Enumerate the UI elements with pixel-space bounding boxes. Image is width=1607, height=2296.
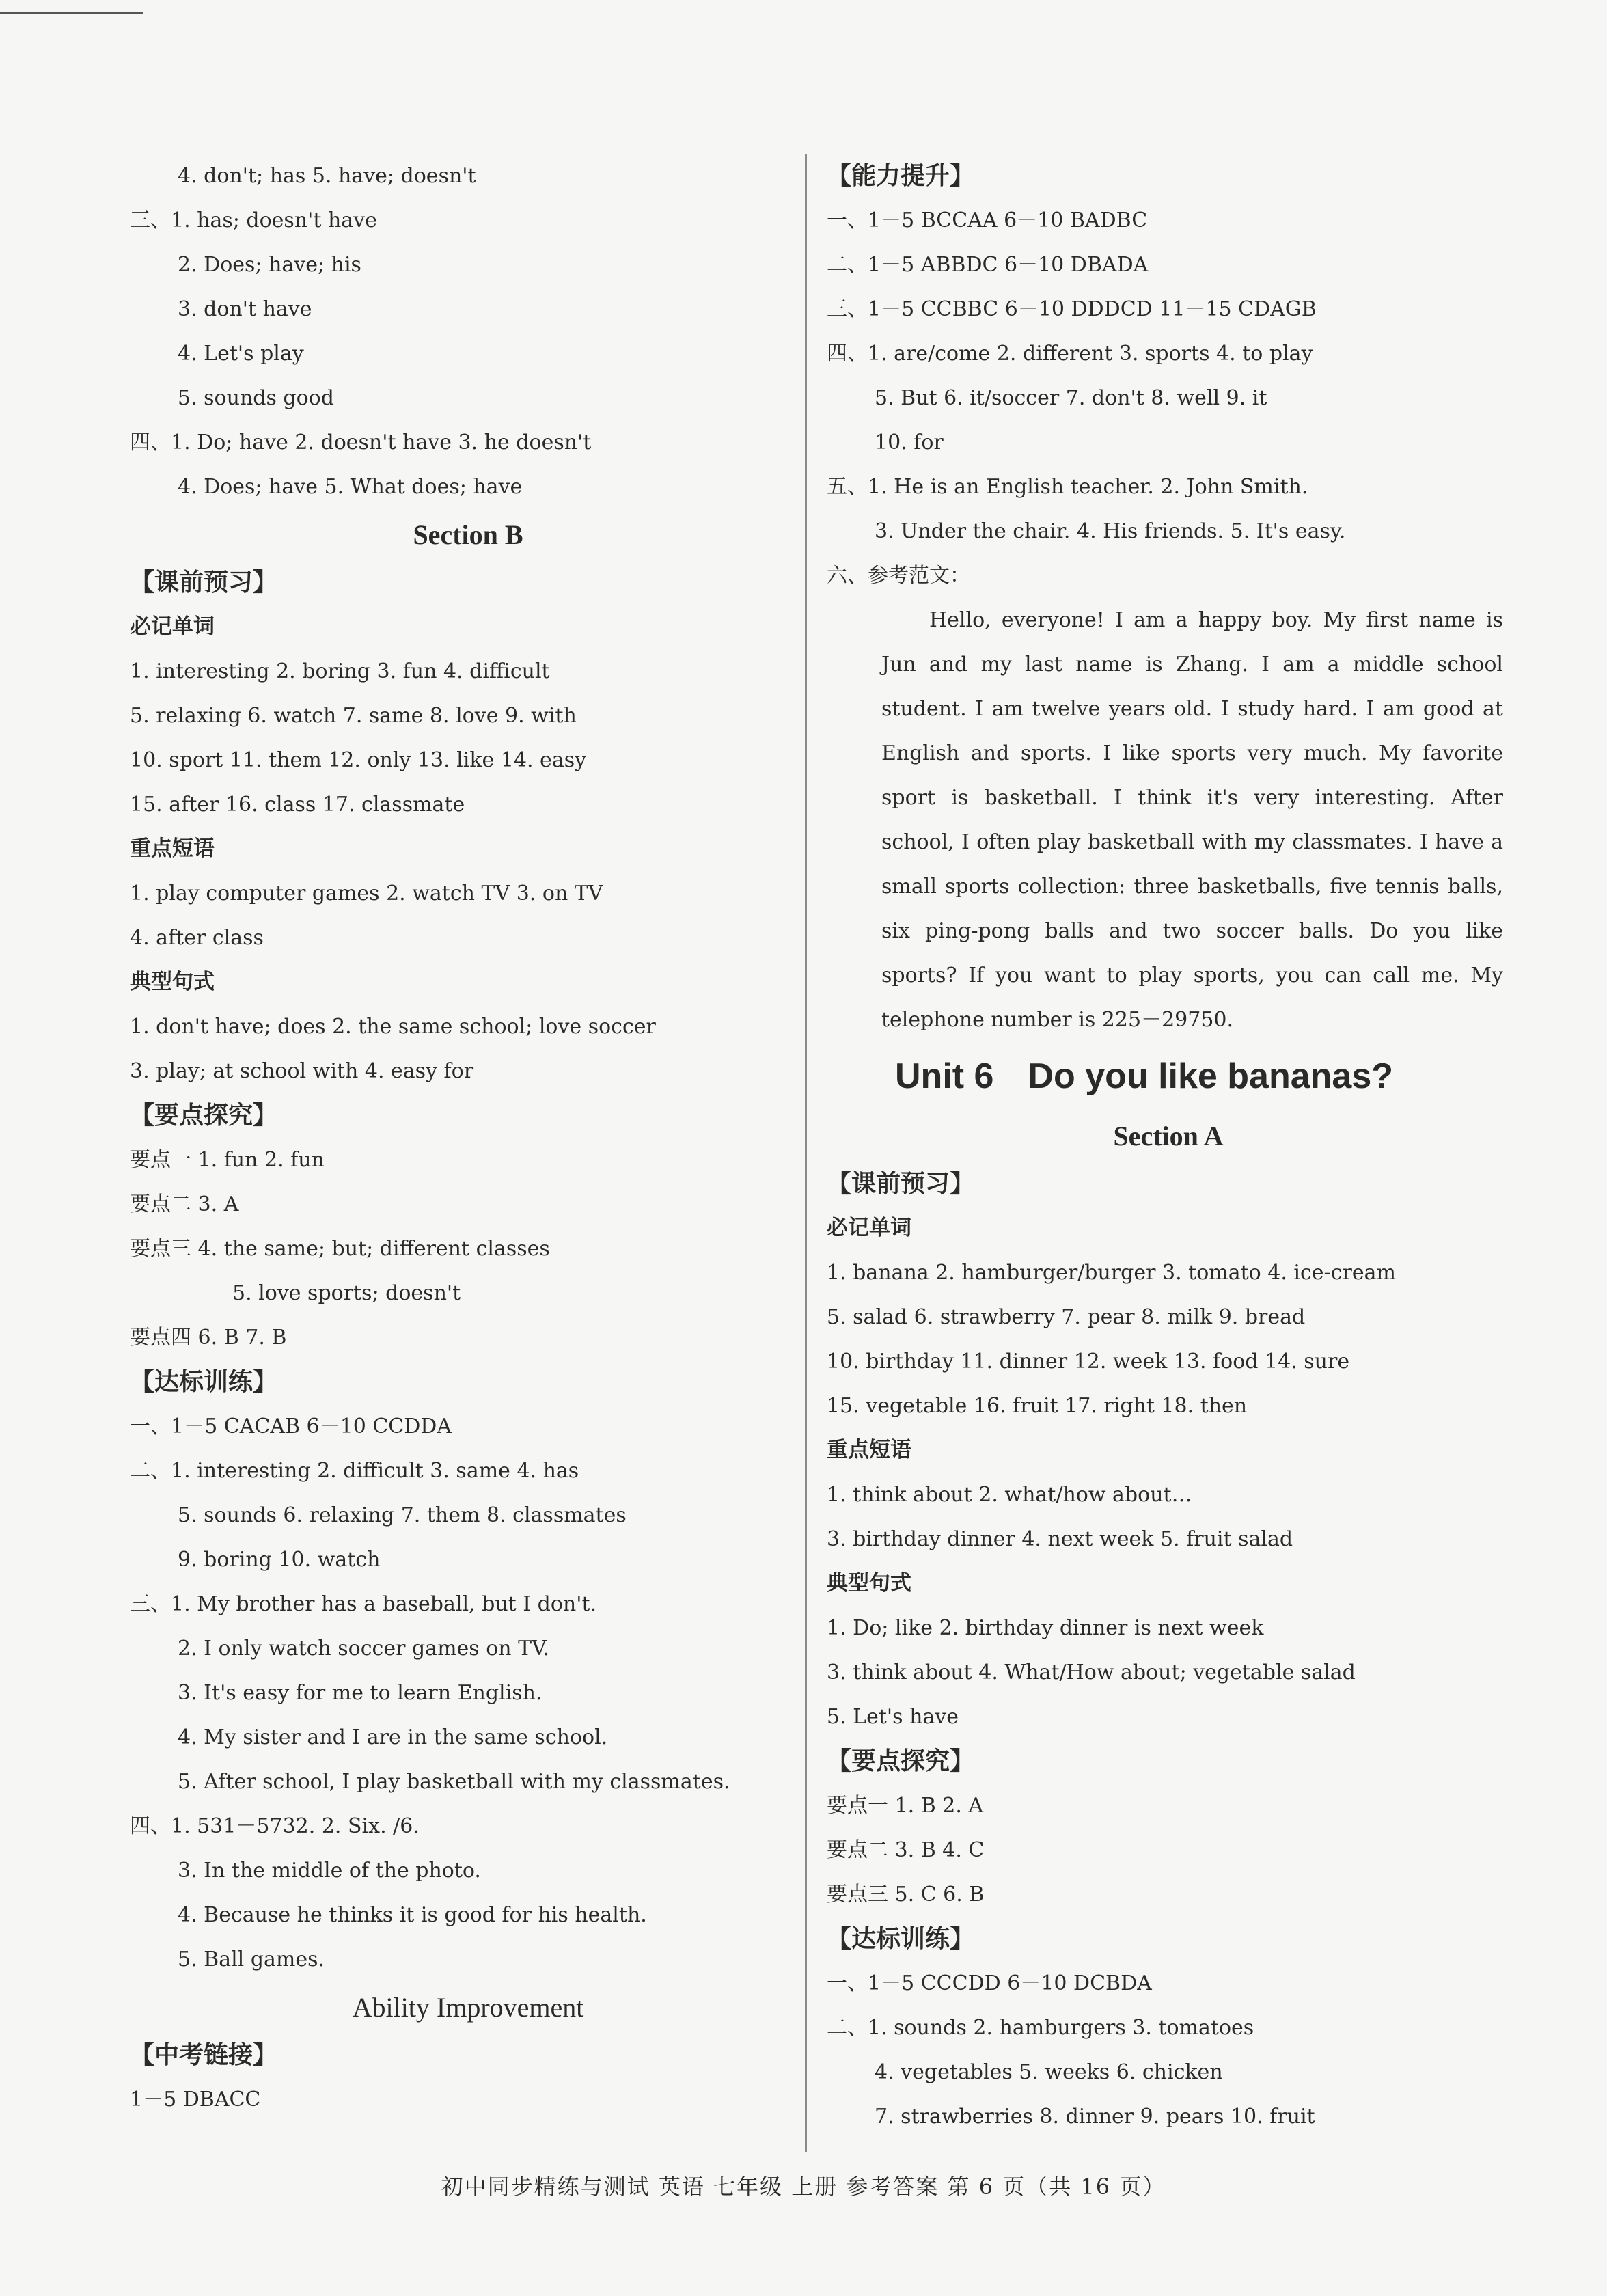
answer-line: 4. after class — [130, 926, 264, 950]
answer-line: 4. vegetables 5. weeks 6. chicken — [875, 2060, 1223, 2084]
answer-line: 1－5 DBACC — [130, 2088, 261, 2112]
answer-line: 3. In the middle of the photo. — [178, 1859, 481, 1883]
exam-link-heading: 【中考链接】 — [130, 2041, 278, 2069]
ability-up-heading: 【能力提升】 — [827, 162, 975, 190]
typical-sentences-heading: 典型句式 — [827, 1571, 911, 1596]
answer-line: 要点一 1. B 2. A — [827, 1794, 984, 1818]
answer-line: 5. sounds 6. relaxing 7. them 8. classmates — [178, 1503, 627, 1527]
answer-line: 4. don't; has 5. have; doesn't — [178, 164, 476, 188]
must-words-heading: 必记单词 — [827, 1216, 911, 1240]
answer-line: 7. strawberries 8. dinner 9. pears 10. fruit — [875, 2105, 1315, 2129]
answer-line: 三、1－5 CCBBC 6－10 DDDCD 11－15 CDAGB — [827, 297, 1317, 321]
answer-line: 三、1. has; doesn't have — [130, 208, 377, 232]
key-points-heading: 【要点探究】 — [130, 1102, 278, 1130]
answer-line: 1. Do; like 2. birthday dinner is next week — [827, 1616, 1264, 1640]
answer-line: 3. Under the chair. 4. His friends. 5. It's easy. — [875, 519, 1346, 543]
answer-line: 10. for — [875, 430, 944, 454]
answer-line: 一、1－5 CCCDD 6－10 DCBDA — [827, 1971, 1152, 1995]
answer-line: 要点一 1. fun 2. fun — [130, 1148, 325, 1172]
answer-line: 15. vegetable 16. fruit 17. right 18. then — [827, 1394, 1248, 1418]
answer-line: 四、1. 531－5732. 2. Six. /6. — [130, 1814, 420, 1838]
preview-heading: 【课前预习】 — [130, 569, 278, 597]
answer-line: 二、1－5 ABBDC 6－10 DBADA — [827, 253, 1149, 277]
answer-line: 3. birthday dinner 4. next week 5. fruit salad — [827, 1527, 1293, 1551]
essay-text: Hello, everyone! I am a happy boy. My first name is Jun and my last name is Zhang. I am a middle school student. I am twelve years old. I study hard. I am good at English and sports. I like sports very much. My favorite sport is basketball. I think it's very interesting. After school, I often play basketball with my classmates. I have a small sports collection: three basketballs, five tennis balls, six ping-pong balls and two soccer balls. Do you like sports? If you want to play sports, you can call me. My telephone number is 225－29750. — [881, 608, 1503, 1032]
answer-line: 1. think about 2. what/how about… — [827, 1483, 1192, 1507]
answer-line: 5. love sports; doesn't — [232, 1281, 461, 1305]
answer-line: 要点二 3. B 4. C — [827, 1838, 985, 1862]
answer-line: 1. banana 2. hamburger/burger 3. tomato 4. ice-cream — [827, 1261, 1396, 1285]
unit-title — [827, 1042, 1510, 1110]
answer-line: 3. play; at school with 4. easy for — [130, 1059, 474, 1083]
top-rule — [0, 12, 143, 14]
answer-line: 六、参考范文： — [827, 564, 970, 588]
answer-line: 5. relaxing 6. watch 7. same 8. love 9. with — [130, 704, 577, 728]
right-column — [827, 154, 1510, 2139]
answer-line: 5. salad 6. strawberry 7. pear 8. milk 9. bread — [827, 1305, 1306, 1329]
unit-name: Do you like bananas? — [1028, 1056, 1394, 1096]
section-a-title: Section A — [1113, 1121, 1224, 1151]
answer-line: 5. After school, I play basketball with my classmates. — [178, 1770, 730, 1794]
answer-line: 5. Let's have — [827, 1705, 959, 1729]
key-points-heading: 【要点探究】 — [827, 1747, 975, 1775]
section-b-title: Section B — [413, 519, 523, 550]
answer-line: 9. boring 10. watch — [178, 1548, 381, 1572]
key-phrases-heading: 重点短语 — [130, 836, 215, 861]
key-phrases-heading: 重点短语 — [827, 1438, 911, 1462]
answer-line: 2. Does; have; his — [178, 253, 361, 277]
answer-line: 五、1. He is an English teacher. 2. John Smith. — [827, 475, 1308, 499]
column-divider — [805, 154, 807, 2152]
answer-line: 要点四 6. B 7. B — [130, 1326, 287, 1350]
answer-line: 5. Ball games. — [178, 1948, 325, 1971]
answer-line: 二、1. interesting 2. difficult 3. same 4. has — [130, 1459, 579, 1483]
answer-line: 三、1. My brother has a baseball, but I don't. — [130, 1592, 597, 1616]
must-words-heading: 必记单词 — [130, 614, 215, 639]
sample-essay — [827, 598, 1510, 1042]
answer-line: 15. after 16. class 17. classmate — [130, 793, 465, 817]
typical-sentences-heading: 典型句式 — [130, 970, 215, 994]
page-footer: 初中同步精练与测试 英语 七年级 上册 参考答案 第 6 页（共 16 页） — [441, 2174, 1166, 2200]
unit-number: Unit 6 — [895, 1056, 994, 1096]
answer-line: 4. Because he thinks it is good for his health. — [178, 1903, 647, 1927]
answer-line: 二、1. sounds 2. hamburgers 3. tomatoes — [827, 2016, 1254, 2040]
answer-line: 5. sounds good — [178, 386, 334, 410]
answer-line: 一、1－5 BCCAA 6－10 BADBC — [827, 208, 1148, 232]
answer-line: 2. I only watch soccer games on TV. — [178, 1637, 550, 1660]
answer-line: 4. Let's play — [178, 342, 304, 366]
answer-line: 要点三 4. the same; but; different classes — [130, 1237, 550, 1261]
left-column — [130, 154, 806, 2122]
answer-line: 3. think about 4. What/How about; vegetable salad — [827, 1660, 1356, 1684]
answer-line: 要点二 3. A — [130, 1192, 239, 1216]
answer-line: 4. Does; have 5. What does; have — [178, 475, 523, 499]
answer-line: 1. don't have; does 2. the same school; love soccer — [130, 1015, 656, 1039]
answer-line: 10. birthday 11. dinner 12. week 13. food 14. sure — [827, 1350, 1350, 1374]
answer-line: 四、1. Do; have 2. doesn't have 3. he doesn't — [130, 430, 592, 454]
answer-line: 要点三 5. C 6. B — [827, 1883, 985, 1906]
answer-line: 四、1. are/come 2. different 3. sports 4. to play — [827, 342, 1313, 366]
answer-line: 4. My sister and I are in the same school. — [178, 1725, 608, 1749]
answer-line: 1. play computer games 2. watch TV 3. on TV — [130, 882, 603, 905]
ability-improvement-title: Ability Improvement — [352, 1992, 584, 2023]
answer-line: 3. It's easy for me to learn English. — [178, 1681, 542, 1705]
answer-line: 10. sport 11. them 12. only 13. like 14. easy — [130, 748, 587, 772]
training-heading: 【达标训练】 — [130, 1368, 278, 1396]
answer-line: 5. But 6. it/soccer 7. don't 8. well 9. it — [875, 386, 1267, 410]
answer-line: 一、1－5 CACAB 6－10 CCDDA — [130, 1414, 452, 1438]
answer-line: 3. don't have — [178, 297, 312, 321]
answer-line: 1. interesting 2. boring 3. fun 4. difficult — [130, 659, 550, 683]
training-heading: 【达标训练】 — [827, 1925, 975, 1953]
preview-heading: 【课前预习】 — [827, 1170, 975, 1198]
